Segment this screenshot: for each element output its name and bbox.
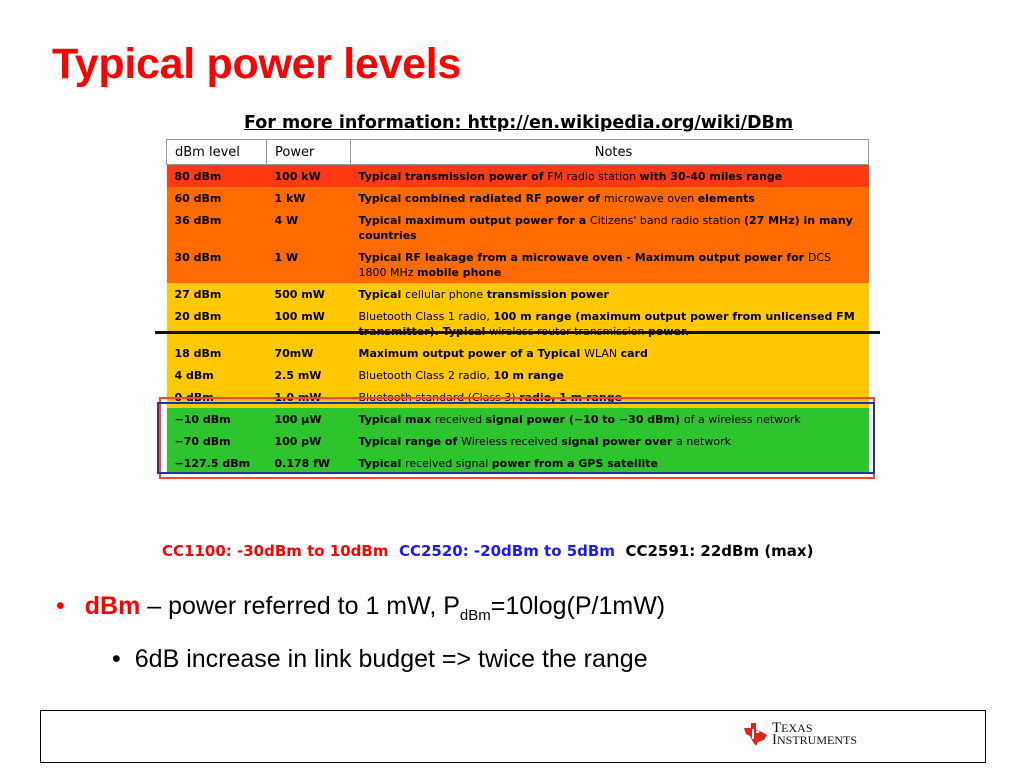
chip-ranges (162, 542, 813, 560)
note-segment: Bluetooth Class 2 radio, (358, 369, 494, 382)
note-segment: Bluetooth standard (Class 3) (358, 391, 520, 404)
cell-power: 100 kW (274, 170, 321, 183)
note-segment: (27 MHz) in many countries (358, 214, 853, 242)
table-row (167, 305, 869, 342)
table-row (167, 283, 869, 305)
bullet-keyword: dBm (84, 592, 141, 620)
ti-line1-cap: T (772, 720, 782, 736)
bullet-text: 6dB increase in link budget => twice the range (134, 645, 648, 673)
note-segment: DCS 1800 MHz (358, 251, 832, 279)
table-row (167, 246, 869, 283)
cell-power: 2.5 mW (274, 369, 322, 382)
note-segment: Typical (358, 457, 406, 470)
highlight-box-blue (157, 402, 875, 474)
header-power: Power (267, 140, 351, 165)
ti-line2-cap: I (772, 732, 777, 748)
table-header-row (167, 140, 869, 165)
cell-dbm-level: 0 dBm (174, 391, 214, 404)
cell-notes (351, 246, 869, 283)
slide-title: Typical power levels (52, 40, 462, 88)
bullet-range (112, 645, 648, 674)
table-row (167, 187, 869, 209)
cell-power: 70mW (274, 347, 314, 360)
table-row (167, 342, 869, 364)
cell-power: 500 mW (274, 288, 325, 301)
note-segment: with 30-40 miles range (639, 170, 783, 183)
note-segment: Wireless received (461, 435, 562, 448)
info-link[interactable]: For more information: http://en.wikipedia.org/wiki/DBm (244, 113, 794, 133)
note-segment: Bluetooth Class 1 radio, (358, 310, 494, 323)
note-segment: radio, 1 m range (519, 391, 623, 404)
cell-notes (351, 209, 869, 246)
texas-state-icon (742, 722, 768, 746)
note-segment: Typical combined radiated RF power of (358, 192, 604, 205)
ti-logo (742, 722, 857, 746)
cell-power: 1 kW (274, 192, 306, 205)
note-segment: Citizens' band radio station (590, 214, 744, 227)
note-segment: mobile phone (417, 266, 502, 279)
cell-notes (351, 342, 869, 364)
bullet-text: – power referred to 1 mW, P (140, 592, 460, 620)
note-segment: card (620, 347, 648, 360)
cc1100-range: CC1100: -30dBm to 10dBm (162, 542, 389, 560)
cell-power: 100 pW (274, 435, 322, 448)
note-segment: signal power over (561, 435, 677, 448)
table-row (167, 165, 869, 188)
cc2591-range: CC2591: 22dBm (max) (625, 542, 814, 560)
cc2520-range: CC2520: -20dBm to 5dBm (398, 542, 615, 560)
ti-line2-rest: NSTRUMENTS (777, 733, 858, 747)
cell-notes (351, 283, 869, 305)
ti-line1-rest: EXAS (781, 721, 813, 735)
cell-dbm-level: −10 dBm (174, 413, 231, 426)
table-row (167, 209, 869, 246)
cell-dbm-level: 80 dBm (174, 170, 222, 183)
header-notes: Notes (351, 140, 869, 165)
note-segment: received (434, 413, 486, 426)
bullet-dot: • (112, 645, 121, 673)
cell-notes (351, 165, 869, 188)
note-segment: 100 m range (maximum output power from unlicensed FM (493, 310, 855, 323)
note-segment: Typical (358, 288, 406, 301)
cell-power: 4 W (274, 214, 299, 227)
cell-power: 100 µW (274, 413, 322, 426)
note-segment: transmission power (486, 288, 609, 301)
cell-dbm-level: 30 dBm (174, 251, 222, 264)
cell-power: 1 W (274, 251, 299, 264)
header-dbm-level: dBm level (167, 140, 267, 165)
bullet-formula: =10log(P/1mW) (490, 592, 666, 620)
note-segment: power from a GPS satellite (491, 457, 658, 470)
ti-wordmark (772, 722, 857, 746)
note-segment: cellular phone (405, 288, 487, 301)
note-segment: Typical maximum output power for a (358, 214, 590, 227)
bullet-dot: • (56, 592, 65, 620)
bullet-dbm (56, 592, 665, 624)
note-segment: received signal (405, 457, 492, 470)
cell-notes (351, 305, 869, 342)
cell-notes (351, 364, 869, 386)
note-segment: Typical RF leakage from a microwave oven - Maximum output power for (358, 251, 808, 264)
cell-dbm-level: 60 dBm (174, 192, 222, 205)
note-segment: Typical max (358, 413, 435, 426)
cell-dbm-level: 20 dBm (174, 310, 222, 323)
bullet-subscript: dBm (459, 607, 491, 624)
note-segment: Typical transmission power of (358, 170, 548, 183)
cell-dbm-level: 36 dBm (174, 214, 222, 227)
note-segment: 10 m range (493, 369, 564, 382)
note-segment: Maximum output power of a Typical (358, 347, 585, 360)
cell-dbm-level: 18 dBm (174, 347, 222, 360)
note-segment: microwave oven (603, 192, 698, 205)
cell-dbm-level: 27 dBm (174, 288, 222, 301)
cell-dbm-level: −127.5 dBm (174, 457, 251, 470)
table-row (167, 364, 869, 386)
cell-notes (351, 187, 869, 209)
note-segment: signal power (−10 to −30 dBm) (485, 413, 684, 426)
divider-line (155, 331, 880, 334)
cell-power: 100 mW (274, 310, 325, 323)
cell-power: 1.0 mW (274, 391, 322, 404)
note-segment: FM radio station (547, 170, 640, 183)
note-segment: WLAN (584, 347, 621, 360)
note-segment: elements (697, 192, 755, 205)
note-segment: of a wireless network (683, 413, 801, 426)
cell-power: 0.178 fW (274, 457, 331, 470)
note-segment: Typical range of (358, 435, 462, 448)
cell-dbm-level: 4 dBm (174, 369, 214, 382)
note-segment: a network (676, 435, 731, 448)
cell-dbm-level: −70 dBm (174, 435, 231, 448)
